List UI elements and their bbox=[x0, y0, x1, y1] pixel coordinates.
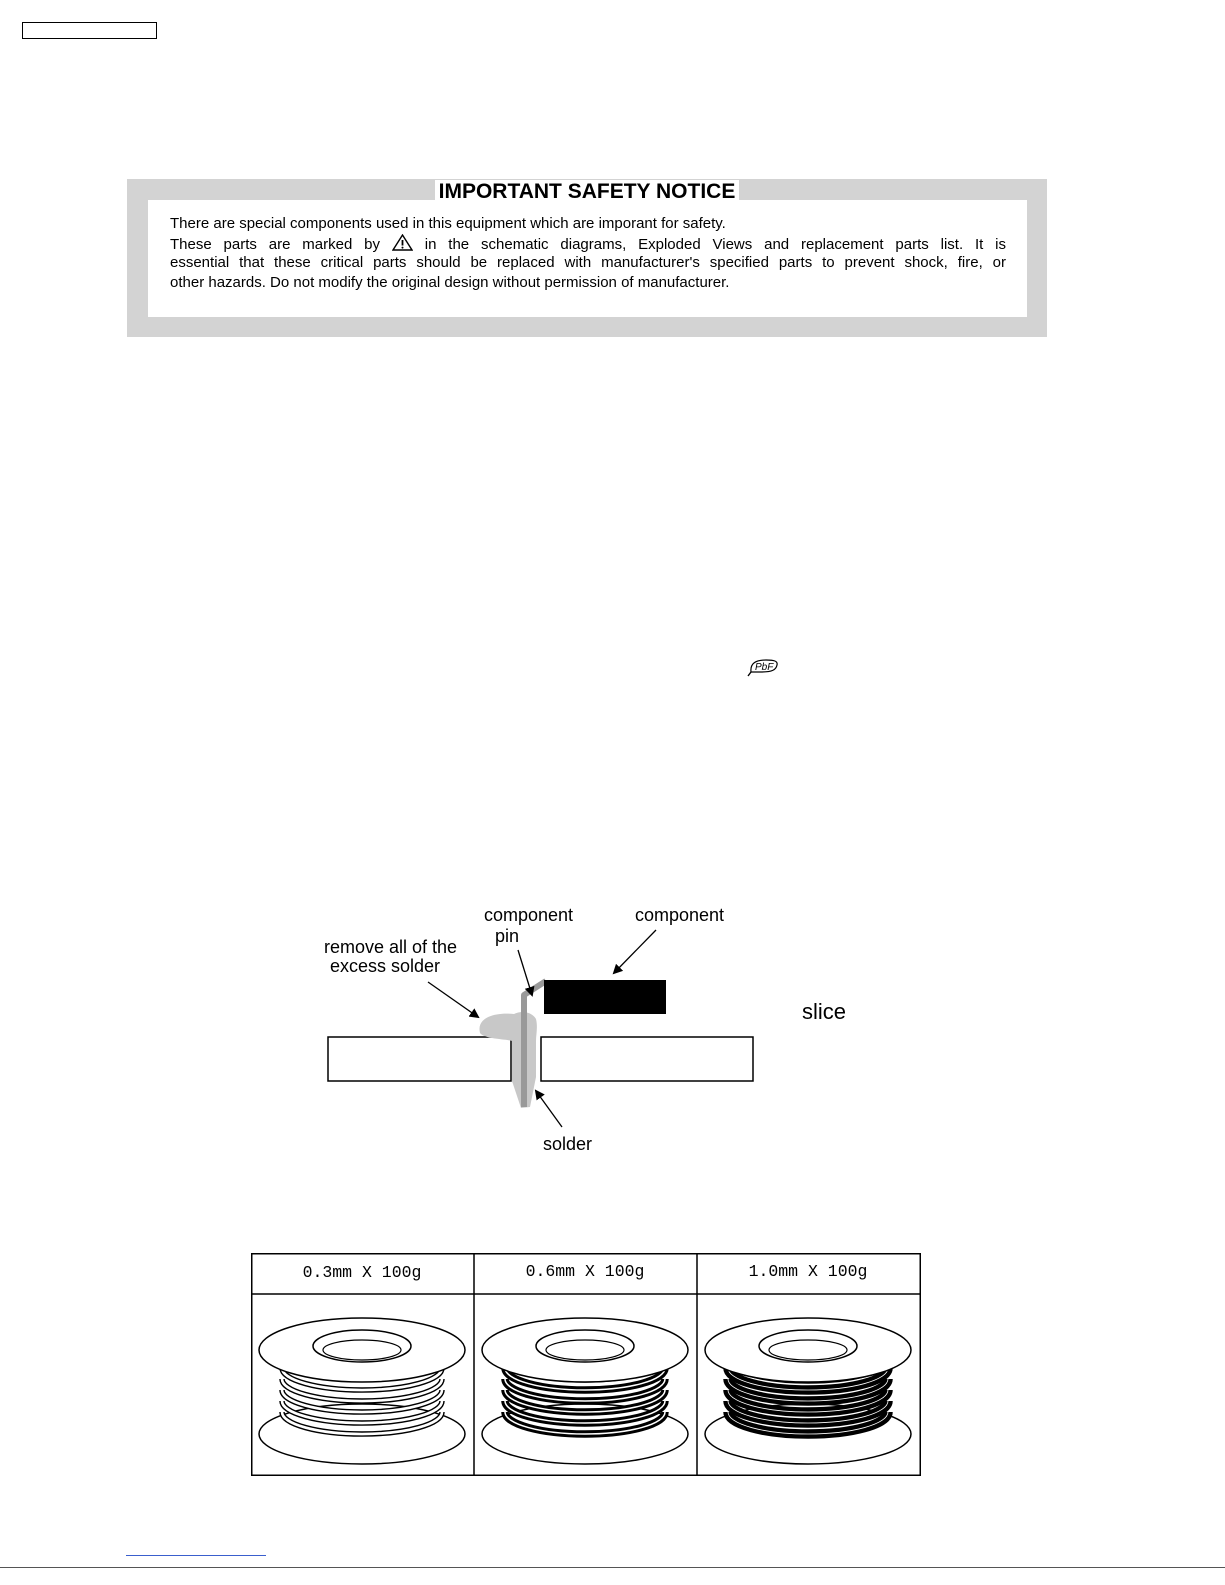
notice-line-3: essential that these critical parts should be replaced with manufacturer's specified parts to prevent shock, fire, or bbox=[170, 254, 1006, 271]
solder-spool-table bbox=[251, 1253, 921, 1476]
notice-line-4: other hazards. Do not modify the original design without permission of manufacturer. bbox=[170, 273, 730, 291]
spool-size-0-3mm: 0.3mm X 100g bbox=[302, 1263, 422, 1282]
label-slice: slice bbox=[802, 999, 847, 1024]
solder-diagram-drawing bbox=[300, 895, 880, 1165]
solder-spool-1-0mm bbox=[705, 1318, 911, 1464]
label-component-pin-1: component bbox=[484, 905, 574, 925]
safety-notice-title bbox=[0, 180, 1174, 204]
notice-line-2-end: in the schematic diagrams, Exploded Views and replacement parts list. It is bbox=[424, 235, 1006, 253]
solder-spool-0-3mm bbox=[259, 1318, 465, 1464]
solder-diagram bbox=[300, 895, 880, 1165]
label-remove-excess-1: remove all of the bbox=[324, 937, 458, 957]
spool-size-0-6mm: 0.6mm X 100g bbox=[525, 1262, 645, 1281]
notice-line-1: There are special components used in this equipment which are imporant for safety. bbox=[170, 215, 726, 232]
component-body bbox=[544, 980, 666, 1014]
header-box bbox=[22, 22, 157, 39]
spool-size-1-0mm: 1.0mm X 100g bbox=[748, 1262, 868, 1281]
footer-rule bbox=[0, 1567, 1225, 1568]
safety-notice-body bbox=[170, 214, 1006, 292]
notice-line-2 bbox=[170, 234, 1006, 254]
pcb-right bbox=[541, 1037, 753, 1081]
label-component: component bbox=[635, 905, 725, 925]
solder-spool-0-6mm bbox=[482, 1318, 688, 1464]
footer-link-underline[interactable] bbox=[126, 1555, 266, 1556]
label-solder: solder bbox=[543, 1134, 593, 1154]
warning-triangle-icon bbox=[392, 234, 413, 251]
pbf-leaf-icon bbox=[746, 657, 780, 677]
component-arrow bbox=[614, 930, 656, 973]
safety-notice-title-text: IMPORTANT SAFETY NOTICE bbox=[435, 180, 740, 203]
pbf-text: PbF bbox=[755, 662, 774, 673]
pin-arrow bbox=[518, 950, 532, 995]
excess-solder-arrow bbox=[428, 982, 478, 1017]
pcb-left bbox=[328, 1037, 511, 1081]
label-component-pin-2: pin bbox=[495, 926, 520, 946]
solder-arrow bbox=[536, 1091, 562, 1127]
notice-line-2-start: These parts are marked by bbox=[170, 235, 381, 253]
label-remove-excess-2: excess solder bbox=[330, 956, 441, 976]
